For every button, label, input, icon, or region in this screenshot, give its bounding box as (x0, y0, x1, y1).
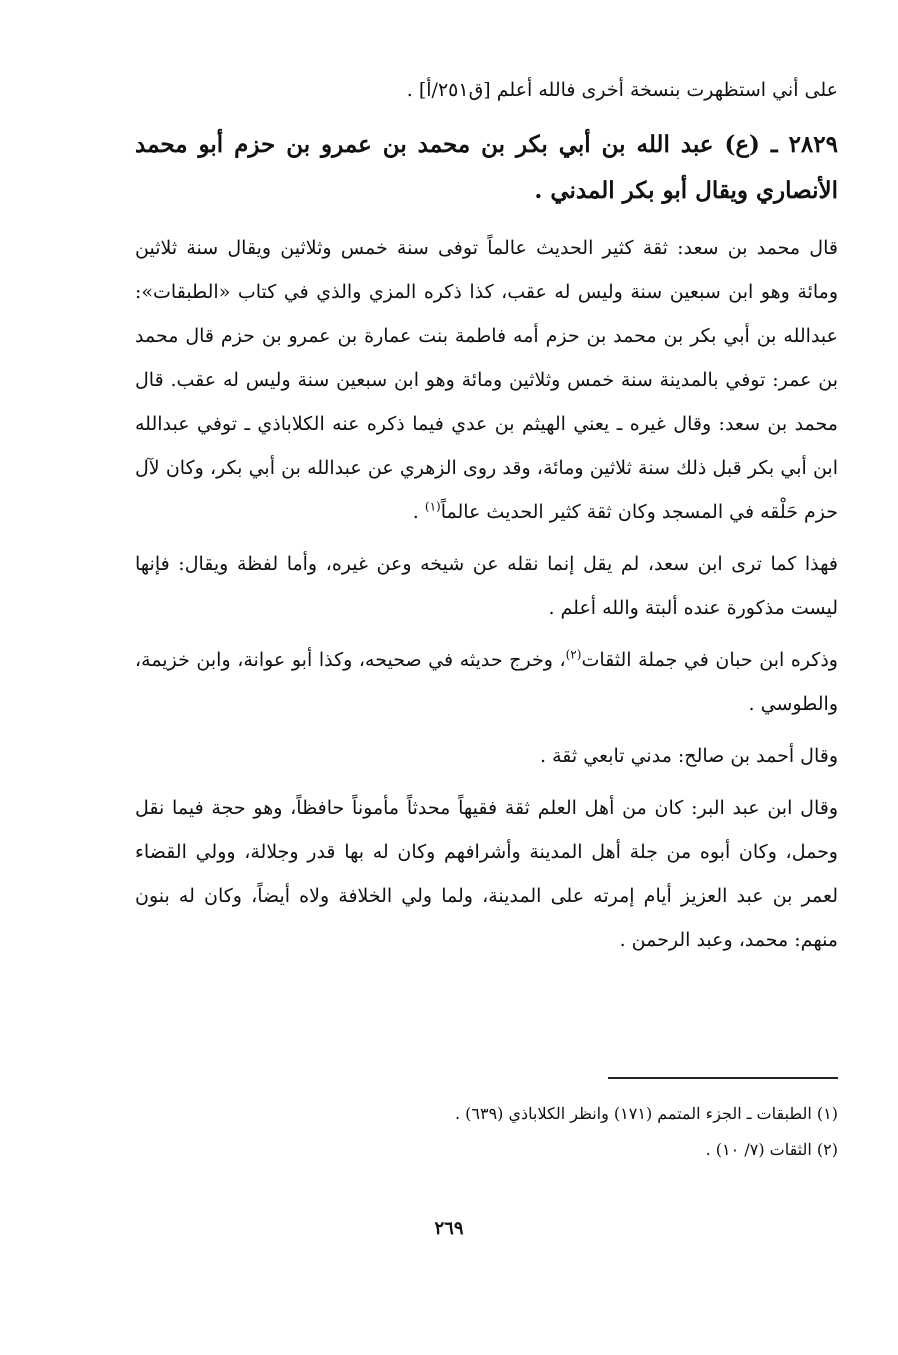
footnote-ref-1[interactable]: (١) (424, 499, 441, 514)
paragraph-text: قال محمد بن سعد: ثقة كثير الحديث عالماً توفى سنة خمس وثلاثين ويقال سنة ثلاثين ومائة وهو ابن سبعين سنة وليس له عقب، كذا ذكره المزي والذي في كتاب «الطبقات»: عبدالله بن أبي بكر بن محمد بن حزم أمه فاطمة بنت عمارة بن عمرو بن حزم قال محمد بن عمر: توفي بالمدينة سنة خمس وثلاثين ومائة وهو ابن سبعين سنة وليس له عقب. قال محمد بن سعد: وقال غيره ـ يعني الهيثم بن عدي فيما ذكره عنه الكلاباذي ـ توفي عبدالله ابن أبي بكر قبل ذلك سنة ثلاثين ومائة، وقد روى الزهري عن عبدالله بن أبي بكر، وكان لآل حزم حَلْقه في المسجد وكان ثقة كثير الحديث عالماً (135, 237, 838, 523)
entry-heading: ٢٨٢٩ ـ (ع) عبد الله بن أبي بكر بن محمد بن عمرو بن حزم أبو محمد الأنصاري ويقال أبو بكر المدني . (135, 131, 838, 204)
footnote-2: (٢) الثقات (٧/ ١٠) . (705, 1140, 838, 1159)
footnote-1: (١) الطبقات ـ الجزء المتمم (١٧١) وانظر الكلاباذي (٦٣٩) . (454, 1104, 838, 1123)
footnote-ref-2[interactable]: (٢) (565, 647, 582, 662)
paragraph-end: . (412, 501, 425, 523)
continuation-line: على أني استظهرت بنسخة أخرى فالله أعلم [ق٢٥١/أ] . (406, 79, 838, 101)
paragraph-text: وذكره ابن حبان في جملة الثقات (581, 649, 838, 671)
paragraph-text-continued: ، وخرج حديثه في صحيحه، وكذا أبو عوانة، وابن خزيمة، والطوسي . (135, 649, 838, 715)
paragraph-ibn-abd-al-barr: وقال ابن عبد البر: كان من أهل العلم ثقة فقيهاً محدثاً مأموناً حافظاً، وهو حجة فيما نقل وحمل، وكان أبوه من جلة أهل المدينة وأشرافهم وكان له بها قدر وجلالة، وولي القضاء لعمر بن عبد العزيز أيام إمرته على المدينة، ولما ولي الخلافة ولاه أيضاً، وكان له بنون منهم: محمد، وعبد الرحمن . (135, 797, 838, 951)
footnote-divider (608, 1077, 838, 1079)
paragraph-commentary: فهذا كما ترى ابن سعد، لم يقل إنما نقله عن شيخه وعن غيره، وأما لفظة ويقال: فإنها ليست مذكورة عنده ألبتة والله أعلم . (135, 553, 838, 619)
footnotes (138, 1096, 838, 1168)
page-number: ٢٦٩ (434, 1218, 464, 1239)
paragraph-ibn-hibban (135, 638, 838, 726)
paragraph-ahmad-ibn-salih: وقال أحمد بن صالح: مدني تابعي ثقة . (539, 745, 838, 767)
paragraph-ibn-saad (135, 226, 838, 534)
